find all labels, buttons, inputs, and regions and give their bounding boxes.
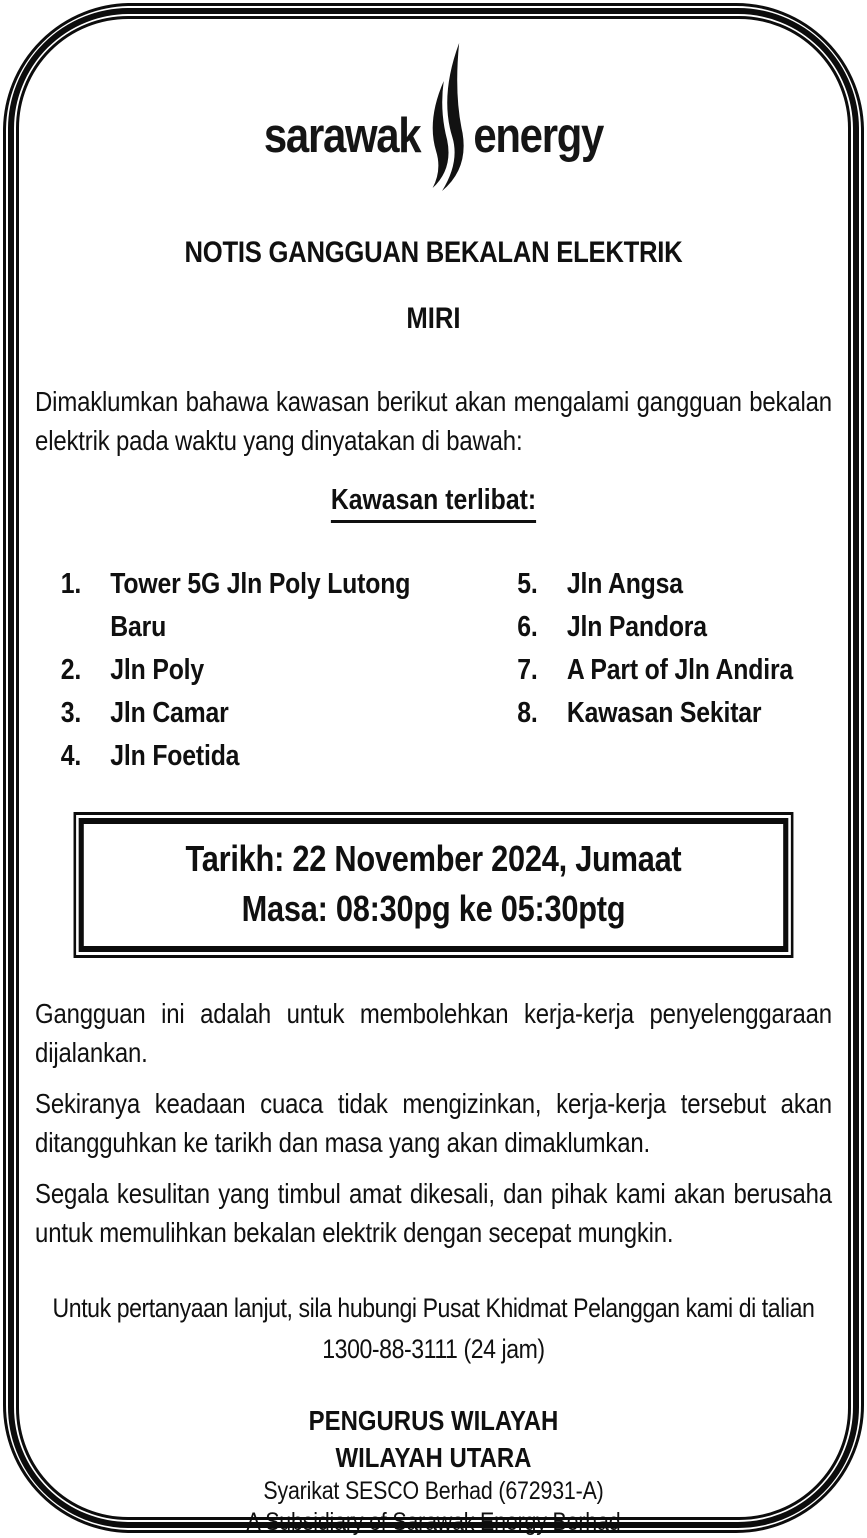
list-item xyxy=(517,649,793,692)
list-item-number: 5. xyxy=(517,563,567,606)
list-item-number: 1. xyxy=(61,563,111,649)
notice-title: NOTIS GANGGUAN BEKALAN ELEKTRIK xyxy=(35,236,832,270)
list-item-number: 4. xyxy=(61,735,111,778)
flame-icon xyxy=(422,41,472,193)
list-item-number: 3. xyxy=(61,692,111,735)
footer-manager-title: PENGURUS WILAYAH xyxy=(35,1402,832,1439)
schedule-date: Tarikh: 22 November 2024, Jumaat xyxy=(91,834,777,884)
list-item-number: 8. xyxy=(517,692,567,735)
logo-word-sarawak: sarawak xyxy=(264,74,420,161)
footer-company: Syarikat SESCO Berhad (672931-A) xyxy=(35,1476,832,1507)
list-item-number: 2. xyxy=(61,649,111,692)
list-item-label: Jln Angsa xyxy=(567,563,683,606)
body-paragraph-1 xyxy=(35,994,832,1072)
list-item-label: Kawasan Sekitar xyxy=(567,692,762,735)
footer-region: WILAYAH UTARA xyxy=(35,1439,832,1476)
footer-subsidiary: A Subsidiary of Sarawak Energy Berhad xyxy=(35,1507,832,1538)
list-item-label: Jln Poly xyxy=(110,649,435,692)
list-item-number: 7. xyxy=(517,649,567,692)
list-item-label: Tower 5G Jln Poly Lutong Baru xyxy=(110,563,435,649)
intro-paragraph xyxy=(35,382,832,460)
list-item xyxy=(517,606,793,649)
list-item xyxy=(517,563,793,606)
intro-line-1: Dimaklumkan bahawa kawasan berikut akan mengalami gangguan bekalan xyxy=(35,382,832,421)
list-item-label: Jln Foetida xyxy=(110,735,435,778)
areas-column-left xyxy=(61,563,435,778)
list-item-label: Jln Camar xyxy=(110,692,435,735)
body-p2-line-2: ditangguhkan ke tarikh dan masa yang akan dimaklumkan. xyxy=(35,1123,832,1162)
list-item xyxy=(61,735,435,778)
intro-line-2: elektrik pada waktu yang dinyatakan di bawah: xyxy=(35,421,832,460)
body-paragraph-2 xyxy=(35,1084,832,1162)
body-p1-line-2: dijalankan. xyxy=(35,1033,832,1072)
contact-line: Untuk pertanyaan lanjut, sila hubungi Pusat Khidmat Pelanggan kami di talian xyxy=(35,1288,832,1329)
schedule-box-inner xyxy=(79,818,789,952)
list-item-label: A Part of Jln Andira xyxy=(567,649,793,692)
footer-signature xyxy=(35,1402,832,1538)
contact-phone: 1300-88-3111 (24 jam) xyxy=(35,1329,832,1370)
areas-heading-label: Kawasan terlibat: xyxy=(331,484,536,523)
schedule-box xyxy=(74,812,794,958)
logo-word-energy: energy xyxy=(473,74,603,161)
body-p3-line-2: untuk memulihkan bekalan elektrik dengan secepat mungkin. xyxy=(35,1213,832,1252)
areas-heading xyxy=(35,484,832,523)
body-p1-line-1: Gangguan ini adalah untuk membolehkan kerja-kerja penyelenggaraan xyxy=(35,994,832,1033)
notice-location: MIRI xyxy=(35,302,832,336)
body-paragraph-3 xyxy=(35,1174,832,1252)
body-p2-line-1: Sekiranya keadaan cuaca tidak mengizinkan, kerja-kerja tersebut akan xyxy=(35,1084,832,1123)
affected-areas-list xyxy=(35,563,832,778)
list-item xyxy=(61,563,435,649)
list-item xyxy=(61,692,435,735)
contact-block xyxy=(35,1288,832,1370)
list-item-label: Jln Pandora xyxy=(567,606,707,649)
schedule-time: Masa: 08:30pg ke 05:30ptg xyxy=(91,884,777,934)
sarawak-energy-logo xyxy=(35,38,832,196)
list-item-number: 6. xyxy=(517,606,567,649)
list-item xyxy=(61,649,435,692)
list-item xyxy=(517,692,793,735)
body-p3-line-1: Segala kesulitan yang timbul amat dikesali, dan pihak kami akan berusaha xyxy=(35,1174,832,1213)
areas-column-right xyxy=(517,563,793,778)
